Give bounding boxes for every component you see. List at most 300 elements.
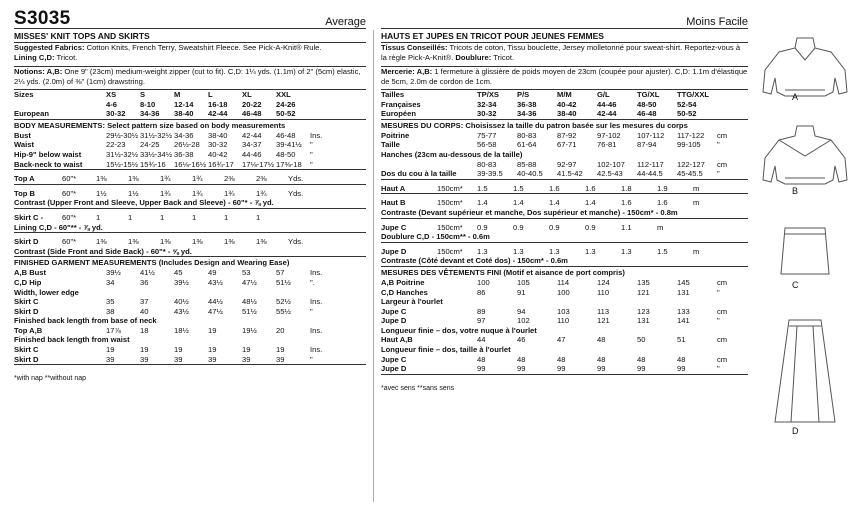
table-cell: Ins. (310, 130, 323, 140)
row-label: Skirt D (14, 306, 39, 316)
table-cell: 38-40 (557, 109, 577, 119)
left-header (14, 0, 366, 28)
table-row (381, 223, 748, 233)
table-cell: 48 (477, 354, 486, 364)
table-row (381, 169, 748, 179)
table-cell: 48-50 (276, 149, 296, 159)
table-cell: 110 (597, 287, 610, 297)
table-cell: 1¾ (192, 188, 203, 198)
table-cell: 1½ (128, 188, 139, 198)
table-row (14, 355, 366, 365)
footnote: *with nap **without nap (14, 375, 86, 383)
table-cell: 40-40.5 (517, 169, 543, 179)
table-cell: 46-48 (276, 130, 296, 140)
table-cell: G/L (597, 90, 610, 99)
table-cell: 94 (517, 306, 526, 316)
table-row (381, 355, 748, 365)
row-label: Skirt C (14, 345, 39, 355)
table-cell: 131 (637, 316, 650, 326)
sizes-table-fr (381, 90, 748, 119)
table-cell: 20 (276, 325, 285, 335)
table-cell: 42-44 (208, 109, 228, 119)
table-cell: 1.8 (621, 183, 632, 193)
table-cell: TP/XS (477, 90, 499, 99)
table-cell: 105 (517, 277, 530, 287)
table-cell: " (717, 287, 720, 297)
subheading: Longueur finie – dos, votre nuque à l'ourlet (381, 325, 537, 335)
table-cell: 99 (557, 364, 566, 374)
table-cell: 2⅜ (256, 174, 267, 184)
table-row (14, 268, 366, 278)
row-label: Françaises (381, 99, 421, 109)
table-row (381, 288, 748, 298)
table-cell: 123 (637, 306, 650, 316)
table-cell: 1.6 (549, 183, 560, 193)
table-cell: 31½-32½ (140, 130, 173, 140)
table-cell: 36-38 (517, 99, 537, 109)
table-cell: S (140, 90, 146, 99)
table-cell: 60"* (62, 237, 77, 247)
row-label: C,D Hip (14, 277, 42, 287)
table-cell: 39 (242, 354, 251, 364)
table-row (381, 335, 748, 345)
table-cell: 44 (477, 335, 486, 345)
table-cell: 34-37 (242, 140, 262, 150)
finished-measurements-title: FINISHED GARMENT MEASUREMENTS (Includes Design and Wearing Ease) (14, 258, 290, 268)
table-cell: 42.5-43 (597, 169, 623, 179)
row-label: Skirt C (14, 297, 39, 307)
figure-label-b: B (792, 186, 799, 196)
table-row (381, 198, 748, 208)
table-cell: 39-41½ (276, 140, 302, 150)
table-cell: 19 (276, 345, 285, 355)
table-row (381, 131, 748, 141)
skirt-c-sketch (781, 228, 829, 274)
table-cell: Yds. (288, 237, 304, 247)
skirt-d-sketch (775, 320, 835, 422)
table-cell: 39 (106, 354, 115, 364)
garment-sketches (755, 30, 855, 500)
row-label: Top B (14, 188, 35, 198)
table-cell: 1⅜ (128, 237, 139, 247)
table-cell: " (310, 140, 313, 150)
table-cell: 1 (192, 212, 197, 222)
table-cell: 56-58 (477, 140, 497, 150)
table-cell: 17⅜-18 (276, 159, 302, 169)
table-cell: 80-83 (517, 130, 537, 140)
table-row (14, 131, 366, 141)
table-cell: 50-52 (276, 109, 296, 119)
table-cell: L (208, 90, 213, 99)
table-cell: " (717, 364, 720, 374)
table-cell: 24-26 (276, 99, 296, 109)
table-cell: 36 (140, 277, 149, 287)
table-cell: 99 (677, 364, 686, 374)
table-cell: 141 (677, 316, 690, 326)
table-row (14, 160, 366, 170)
table-cell: 52½ (276, 297, 291, 307)
table-cell: " (717, 316, 720, 326)
table-cell: 42-44 (597, 109, 617, 119)
figure-label-a: A (792, 92, 799, 102)
table-cell: cm (717, 159, 728, 169)
yardage-table (14, 169, 366, 256)
table-cell: 43½ (174, 306, 189, 316)
table-cell: 99 (517, 364, 526, 374)
table-row (14, 189, 366, 199)
table-cell: 0.9 (477, 222, 488, 232)
table-cell: 2⅜ (224, 174, 235, 184)
table-cell (310, 100, 338, 110)
table-cell: 102-107 (597, 159, 625, 169)
table-cell: 39½ (174, 277, 189, 287)
table-cell: 47½ (242, 277, 257, 287)
table-cell: 48 (597, 335, 606, 345)
row-label: Top A,B (14, 325, 43, 335)
table-cell: 47½ (208, 306, 223, 316)
table-row (14, 213, 366, 223)
table-cell: 107-112 (637, 130, 665, 140)
row-label: Sizes (14, 90, 34, 99)
body-measurements-title: BODY MEASUREMENTS: Select pattern size based on body measurements (14, 120, 286, 130)
table-cell: 1.3 (513, 246, 524, 256)
row-label: Waist (14, 140, 34, 150)
row-label: A,B Bust (14, 268, 47, 278)
table-cell: 1¾ (160, 174, 171, 184)
table-cell: 114 (557, 277, 570, 287)
figure-label-d: D (792, 426, 799, 436)
table-cell: 1⅜ (128, 174, 139, 184)
table-cell: 51½ (276, 277, 291, 287)
table-cell: P/S (517, 90, 530, 99)
row-label: Haut A (381, 183, 406, 193)
row-label: Top A (14, 174, 35, 184)
yardage-table-fr (381, 179, 748, 266)
table-cell: Yds. (288, 188, 304, 198)
table-cell: 1.3 (549, 246, 560, 256)
table-cell: 17⅛-17½ (242, 159, 275, 169)
subheading: Largeur à l'ourlet (381, 297, 443, 307)
body-measurements-table-fr (381, 131, 748, 179)
table-cell: 80-83 (477, 159, 497, 169)
pattern-code: S3035 (14, 8, 71, 29)
table-cell: 41.5-42 (557, 169, 583, 179)
table-cell: 31½-32½ (106, 149, 139, 159)
table-cell: 97 (477, 316, 486, 326)
subheading: Contrast (Upper Front and Sleeve, Upper Back and Sleeve) - 60"* - ⅞ yd. (14, 198, 274, 208)
table-cell: 60"* (62, 212, 77, 222)
table-cell: 100 (557, 287, 570, 297)
table-cell: 48 (597, 354, 606, 364)
table-cell: 110 (557, 316, 570, 326)
table-cell: 1 (128, 212, 133, 222)
finished-measurements-title-fr: MESURES DES VÊTEMENTS FINI (Motif et aisance de port compris) (381, 267, 625, 277)
table-cell: 19 (140, 345, 149, 355)
figure-label-c: C (792, 280, 799, 290)
table-row (14, 278, 366, 288)
table-row (14, 237, 366, 247)
table-cell: m (693, 198, 700, 208)
table-cell: 50-52 (677, 109, 697, 119)
table-cell: 47 (557, 335, 566, 345)
row-label: Hip-9" below waist (14, 149, 82, 159)
table-cell: 48½ (242, 297, 257, 307)
finished-measurements-table-fr (381, 278, 748, 374)
table-cell: 38 (106, 306, 115, 316)
french-column (381, 0, 748, 392)
table-cell: " (717, 140, 720, 150)
row-label: Jupe C (381, 222, 407, 232)
table-cell: 1.4 (477, 198, 488, 208)
fabrics-text-fr: Tissus Conseillés: Tricots de coton, Tissu bouclette, Jersey molletonné pour sweat-shirt. Reportez-vous à la règle Pick-A-Knit®. Doublure: Tricot. (381, 43, 741, 62)
notions-text-fr: Mercerie: A,B: 1 fermeture à glissière de poids moyen de 23cm (coupée pour ajuster). C,D: 1.1m d'élastique de 5cm, 2.0m de cordon de 1cm. (381, 67, 748, 86)
table-row (381, 100, 748, 110)
table-cell: 44-44.5 (637, 169, 663, 179)
table-cell: TTG/XXL (677, 90, 710, 99)
row-label: Haut B (381, 198, 406, 208)
table-cell: cm (717, 354, 728, 364)
table-cell: cm (717, 277, 728, 287)
row-label: Européen (381, 109, 417, 119)
row-label: Haut A,B (381, 335, 413, 345)
table-row (14, 109, 366, 119)
table-cell: 32-34 (477, 99, 497, 109)
table-cell: cm (717, 306, 728, 316)
table-row (14, 174, 366, 184)
table-cell: 53 (242, 268, 251, 278)
row-label: C,D Hanches (381, 287, 428, 297)
table-cell: cm (717, 130, 728, 140)
table-cell (717, 100, 737, 110)
table-cell: 113 (597, 306, 610, 316)
table-cell: 16¾-17 (208, 159, 234, 169)
table-cell: 41½ (140, 268, 155, 278)
table-cell: 150cm* (437, 198, 463, 208)
subheading: Contraste (Devant supérieur et manche, Dos supérieur et manche) - 150cm* - 0.8m (381, 207, 678, 217)
table-cell: 40-42 (208, 149, 228, 159)
table-cell: 18½ (174, 325, 189, 335)
table-cell: 19 (242, 345, 251, 355)
row-label: Jupe C (381, 354, 407, 364)
table-cell: 99-105 (677, 140, 701, 150)
table-cell: m (693, 246, 700, 256)
table-row (381, 278, 748, 288)
notions-text: Notions: A,B: One 9" (23cm) medium-weight zipper (cut to fit). C,D: 1¼ yds. (1.1m) of 2" (5cm) elastic, 2¼ yds. (2.0m) of ⅜" (1cm) drawstring. (14, 67, 361, 86)
table-cell: 60"* (62, 188, 77, 198)
table-row (381, 247, 748, 257)
table-cell (717, 109, 737, 119)
table-cell: " (717, 169, 720, 179)
table-cell: 48-50 (637, 99, 657, 109)
table-cell: 43½ (208, 277, 223, 287)
table-cell: 87-92 (557, 130, 577, 140)
table-cell: 1½ (96, 188, 107, 198)
fabrics-text: Suggested Fabrics: Cotton Knits, French Terry, Sweatshirt Fleece. See Pick-A-Knit® Rule. (14, 43, 322, 52)
table-row (381, 364, 748, 374)
row-label: Jupe D (381, 316, 407, 326)
table-cell (310, 90, 338, 100)
table-cell: 102 (517, 316, 530, 326)
table-cell: 38-40 (174, 109, 194, 119)
subheading: Doublure C,D - 150cm** - 0.6m (381, 232, 490, 242)
table-row (381, 316, 748, 326)
table-cell: 1⅜ (96, 237, 107, 247)
table-cell: 121 (597, 316, 610, 326)
row-label: Skirt C - (14, 212, 44, 222)
table-cell: 4-6 (106, 99, 117, 109)
table-cell: 89 (477, 306, 486, 316)
table-cell: 1.4 (585, 198, 596, 208)
sweatshirt-b-sketch (763, 126, 847, 184)
table-cell: 1 (256, 212, 261, 222)
table-cell: " (310, 354, 313, 364)
table-cell: 12-14 (174, 99, 194, 109)
table-cell: 112-117 (637, 159, 664, 169)
row-label: Dos du cou à la taille (381, 169, 457, 179)
table-cell: 117-122 (677, 130, 705, 140)
table-cell: 92-97 (557, 159, 577, 169)
table-cell: 1.3 (621, 246, 632, 256)
table-cell (288, 213, 316, 223)
table-cell: 46-48 (242, 109, 262, 119)
subheading: Width, lower edge (14, 287, 79, 297)
table-cell: 44-46 (597, 99, 617, 109)
table-cell: 1¾ (160, 188, 171, 198)
table-cell: TG/XL (637, 90, 660, 99)
row-label: Skirt D (14, 237, 39, 247)
row-label (14, 100, 106, 110)
table-cell: 40 (140, 306, 149, 316)
table-cell: 150cm* (437, 246, 463, 256)
table-cell: 1⅜ (256, 237, 267, 247)
table-row (381, 160, 748, 170)
english-column (14, 0, 366, 382)
table-row (14, 326, 366, 336)
row-label: Tailles (381, 90, 405, 99)
table-cell: 122-127 (677, 159, 705, 169)
body-measurements-table (14, 131, 366, 169)
table-cell: 39 (140, 354, 149, 364)
table-cell: 46-48 (637, 109, 657, 119)
table-cell: 39 (276, 354, 285, 364)
table-cell: 133 (677, 306, 690, 316)
table-row (14, 297, 366, 307)
table-cell: M (174, 90, 181, 99)
table-cell: 40½ (174, 297, 189, 307)
table-cell: 67-71 (557, 140, 577, 150)
table-cell: 46 (517, 335, 526, 345)
row-label: Back-neck to waist (14, 159, 83, 169)
lining-text: Lining C,D: Tricot. (14, 53, 78, 62)
table-cell: 135 (637, 277, 650, 287)
table-cell: 50 (637, 335, 646, 345)
table-cell: 1.4 (549, 198, 560, 208)
table-cell: 8-10 (140, 99, 156, 109)
table-row (381, 140, 748, 150)
table-row (381, 307, 748, 317)
table-cell: 85-88 (517, 159, 537, 169)
table-cell: 1.5 (657, 246, 668, 256)
table-cell: 103 (557, 306, 570, 316)
table-cell: 42-44 (242, 130, 262, 140)
table-row (14, 90, 366, 100)
table-cell: 45-45.5 (677, 169, 703, 179)
table-cell: 150cm* (437, 222, 463, 232)
table-cell: 1.6 (585, 183, 596, 193)
table-cell: 38-40 (208, 130, 228, 140)
table-cell: Ins. (310, 268, 323, 278)
table-cell: 29½-30½ (106, 130, 139, 140)
table-cell (693, 223, 713, 233)
table-cell: M/M (557, 90, 572, 99)
table-cell: cm (717, 335, 728, 345)
subheading: Hanches (23cm au-dessous de la taille) (381, 149, 523, 159)
row-label: Bust (14, 130, 31, 140)
table-cell: 1¾ (224, 188, 235, 198)
table-cell: 1.3 (477, 246, 488, 256)
row-label: European (14, 109, 50, 119)
table-cell: 1⅜ (224, 237, 235, 247)
table-cell: m (693, 183, 700, 193)
table-cell: 20-22 (242, 99, 262, 109)
garment-illustrations (755, 30, 855, 500)
row-label: Skirt D (14, 354, 39, 364)
table-cell: XXL (276, 90, 291, 99)
table-cell: 39½ (106, 268, 121, 278)
table-row (14, 100, 366, 110)
table-cell: 48 (637, 354, 646, 364)
table-cell: 97-102 (597, 130, 621, 140)
table-cell: ". (310, 277, 315, 287)
row-label: A,B Poitrine (381, 277, 425, 287)
table-cell: 76-81 (597, 140, 617, 150)
table-cell: 55½ (276, 306, 291, 316)
table-cell: 1⅜ (160, 237, 171, 247)
footnote-fr: *avec sens **sans sens (381, 384, 455, 392)
table-cell: 40-42 (557, 99, 577, 109)
table-cell: 18 (140, 325, 149, 335)
table-cell: 15½-15½ (106, 159, 139, 169)
table-cell: Ins. (310, 325, 323, 335)
table-row (381, 109, 748, 119)
table-cell: 19½ (242, 325, 257, 335)
table-cell: 1¾ (192, 174, 203, 184)
table-cell: 1.6 (621, 198, 632, 208)
table-row (14, 140, 366, 150)
table-cell: 48 (517, 354, 526, 364)
table-cell: 124 (597, 277, 610, 287)
table-cell: 30-32 (106, 109, 126, 119)
table-cell: 36-38 (174, 149, 194, 159)
table-cell: 39-39.5 (477, 169, 503, 179)
section-title: MISSES' KNIT TOPS AND SKIRTS (14, 31, 150, 41)
table-cell: 145 (677, 277, 690, 287)
row-label: Taille (381, 140, 400, 150)
subheading: Finished back length from base of neck (14, 316, 157, 326)
table-cell: 44-46 (242, 149, 262, 159)
table-cell: 24-25 (140, 140, 160, 150)
table-cell: 87-94 (637, 140, 657, 150)
table-cell: 131 (677, 287, 690, 297)
table-cell: 34 (106, 277, 115, 287)
table-cell: 1⅜ (192, 237, 203, 247)
table-cell: 86 (477, 287, 486, 297)
table-cell: " (310, 149, 313, 159)
body-measurements-title-fr: MESURES DU CORPS: Choisissez la taille du patron basée sur les mesures du corps (381, 120, 688, 130)
table-cell: 1.4 (513, 198, 524, 208)
row-label: Jupe C (381, 306, 407, 316)
table-cell: Ins. (310, 345, 323, 355)
